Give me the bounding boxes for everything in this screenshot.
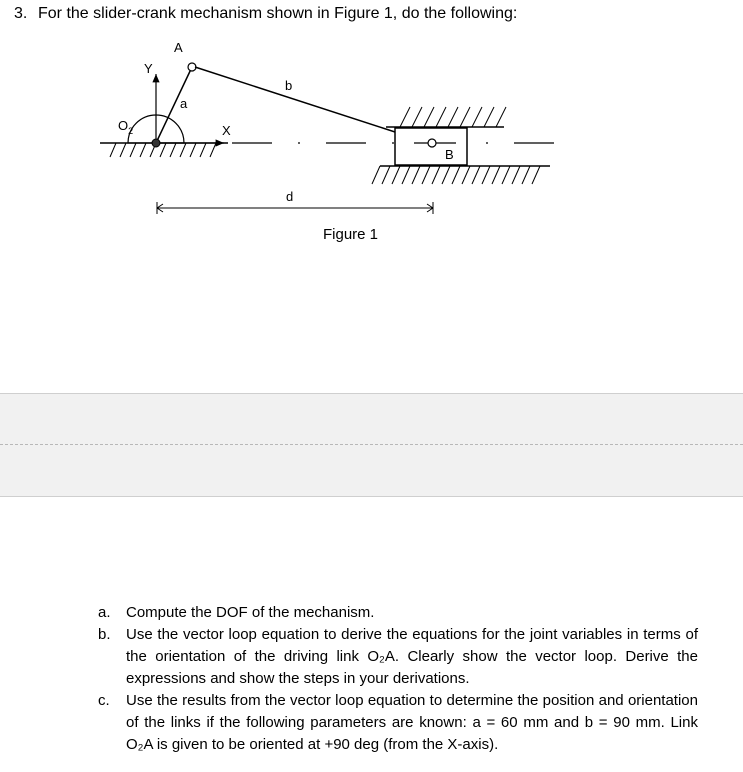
part-a <box>98 602 698 624</box>
part-b-text: Use the vector loop equation to derive the equations for the joint variables in terms of the orientation of the driving link O₂A. Clearly show the vector loop. Derive the expressions and show the steps in your derivations. <box>126 626 698 687</box>
label-O2 <box>118 118 133 136</box>
part-c <box>98 690 698 756</box>
label-d: d <box>286 189 294 204</box>
label-A: A <box>174 40 183 55</box>
joint-B <box>428 139 436 147</box>
part-b <box>98 624 698 690</box>
label-X: X <box>222 123 231 138</box>
label-O: O <box>118 118 129 133</box>
label-a: a <box>180 96 188 111</box>
pivot-O2-joint <box>152 139 160 147</box>
part-a-text: Compute the DOF of the mechanism. <box>126 604 375 621</box>
slider-crank-figure <box>0 0 743 260</box>
question-parts <box>98 602 698 756</box>
part-b-label: b. <box>98 626 111 643</box>
part-c-label: c. <box>98 692 110 709</box>
figure-caption: Figure 1 <box>323 226 379 243</box>
label-B: B <box>445 147 454 162</box>
question-text: For the slider-crank mechanism shown in Figure 1, do the following: <box>38 5 518 22</box>
label-O-subscript: 2 <box>128 126 134 136</box>
lower-guide <box>372 166 550 184</box>
upper-guide <box>386 107 506 127</box>
question-number: 3. <box>14 5 28 22</box>
dashed-divider <box>0 444 743 445</box>
label-Y: Y <box>144 61 153 76</box>
label-b: b <box>285 78 293 93</box>
part-c-text: Use the results from the vector loop equation to determine the position and orientation of the links if the following parameters are known: a = 60 mm and b = 90 mm. Link O₂A is given to be oriented at +90 deg (from the X-axis). <box>126 692 698 753</box>
part-a-label: a. <box>98 604 111 621</box>
answer-area-band <box>0 393 743 497</box>
joint-A <box>188 63 196 71</box>
